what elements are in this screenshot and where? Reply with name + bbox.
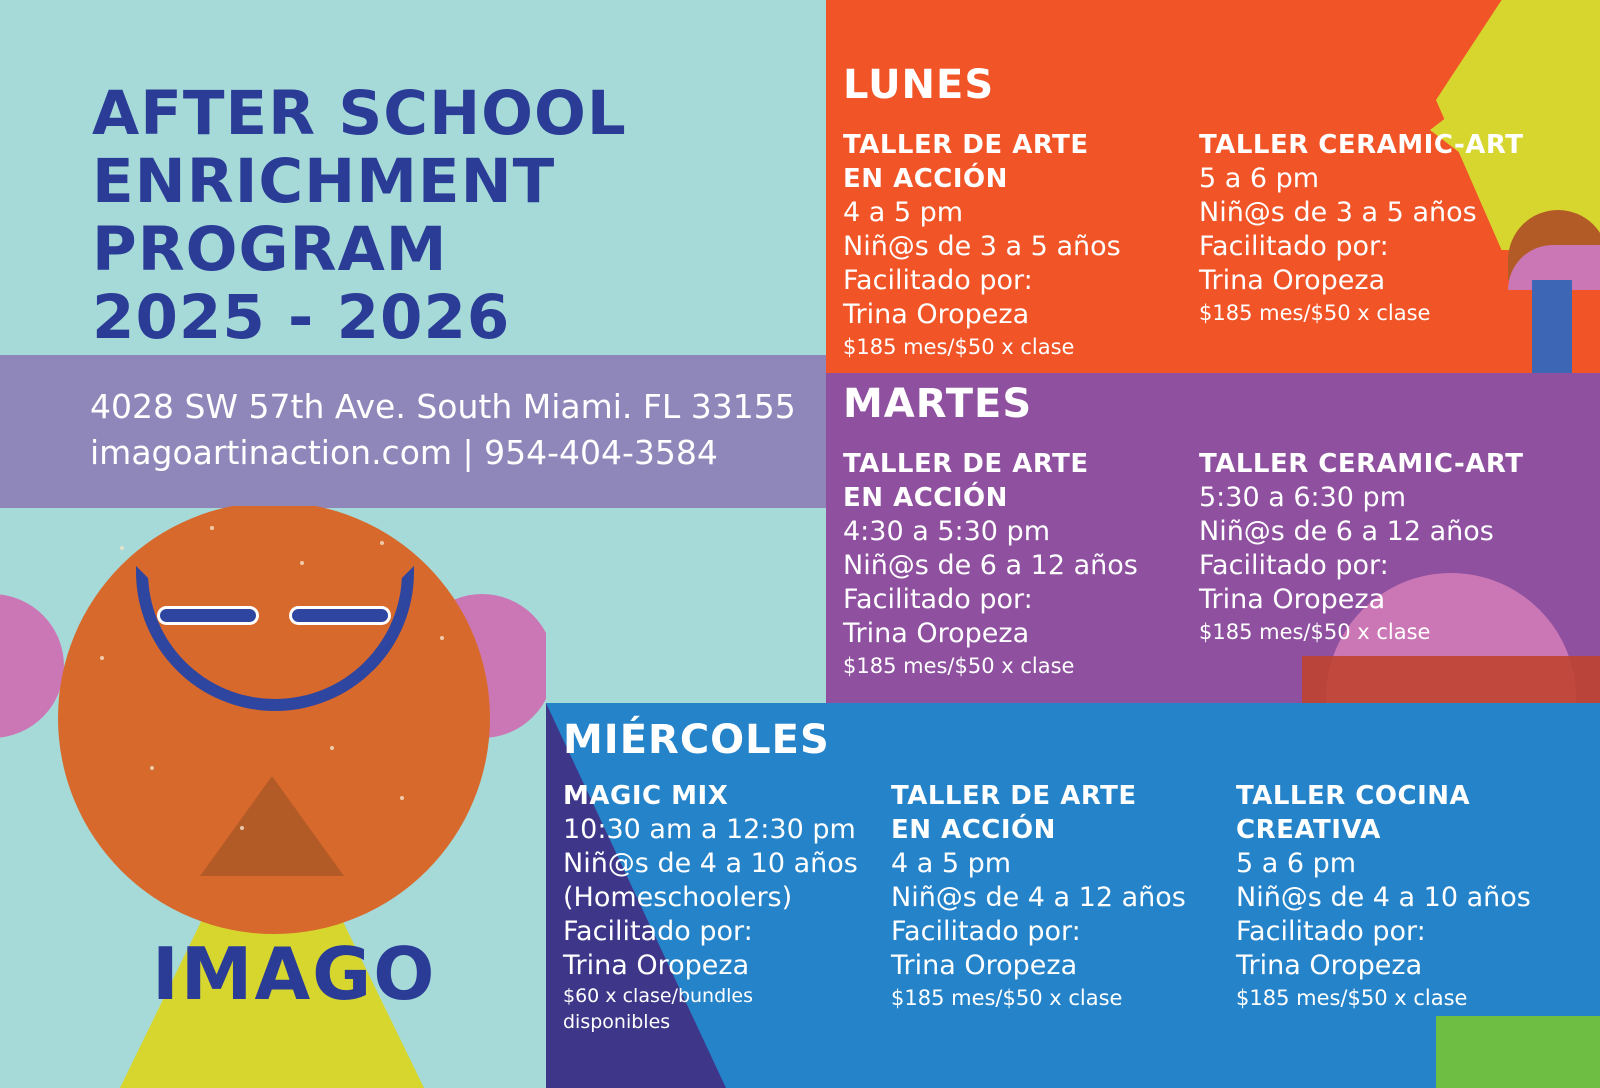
class-time: 4:30 a 5:30 pm [843,516,1050,547]
class-ages: Niñ@s de 6 a 12 años [843,550,1138,581]
facilitator-name: Trina Oropeza [843,299,1030,330]
facilitator-name: Trina Oropeza [563,950,750,981]
day-panel-lunes [826,0,1600,373]
imago-logo: IMAGO [152,932,437,1016]
class-card [563,779,883,1035]
class-price: $185 mes/$50 x clase [1199,620,1431,644]
class-name: MAGIC MIX [563,781,729,811]
class-name: EN ACCIÓN [843,483,1008,513]
texture-speck [440,636,444,640]
texture-speck [380,541,384,545]
facilitated-label: Facilitado por: [1199,550,1389,581]
class-name: TALLER DE ARTE [891,781,1137,811]
class-price: $185 mes/$50 x clase [891,986,1123,1010]
class-price: $185 mes/$50 x clase [1199,301,1431,325]
class-name: EN ACCIÓN [891,815,1056,845]
class-time: 4 a 5 pm [891,848,1012,879]
class-time: 5 a 6 pm [1199,163,1320,194]
red-bar-shape [1302,656,1600,703]
neck-triangle [200,776,344,876]
class-name: TALLER CERAMIC-ART [1199,449,1524,479]
title-line: PROGRAM [92,214,448,285]
class-price: $60 x clase/bundles disponibles [563,985,754,1033]
day-title-martes: MARTES [843,381,1033,427]
texture-speck [120,546,124,550]
facilitated-label: Facilitado por: [1199,231,1389,262]
facilitator-name: Trina Oropeza [891,950,1078,981]
facilitator-name: Trina Oropeza [1199,584,1386,615]
class-name: TALLER COCINA [1236,781,1471,811]
facilitated-label: Facilitado por: [843,265,1033,296]
texture-speck [400,796,404,800]
class-card [1236,779,1566,1013]
facilitated-label: Facilitado por: [563,916,753,947]
address-text: 4028 SW 57th Ave. South Miami. FL 33155 [90,387,796,426]
class-ages: Niñ@s de 4 a 10 años [563,848,858,879]
class-name: TALLER DE ARTE [843,449,1089,479]
class-ages: Niñ@s de 3 a 5 años [843,231,1121,262]
class-time: 10:30 am a 12:30 pm [563,814,856,845]
facilitator-name: Trina Oropeza [1199,265,1386,296]
day-title-lunes: LUNES [843,62,995,108]
class-card [1199,447,1559,647]
title-line: ENRICHMENT [92,146,556,217]
website-phone-text: imagoartinaction.com | 954-404-3584 [90,433,718,472]
left-ear-shape [0,594,64,738]
class-price: $185 mes/$50 x clase [843,335,1075,359]
class-price: $185 mes/$50 x clase [1236,986,1468,1010]
class-name: CREATIVA [1236,815,1381,845]
class-card [843,128,1203,362]
class-name: TALLER CERAMIC-ART [1199,130,1524,160]
facilitated-label: Facilitado por: [843,584,1033,615]
class-card [891,779,1221,1013]
facilitated-label: Facilitado por: [1236,916,1426,947]
class-card [843,447,1203,681]
class-ages: Niñ@s de 3 a 5 años [1199,197,1477,228]
texture-speck [300,561,304,565]
day-panel-miercoles [546,703,1600,1088]
texture-speck [150,766,154,770]
class-time: 5:30 a 6:30 pm [1199,482,1406,513]
day-panel-martes [826,373,1600,703]
class-name: TALLER DE ARTE [843,130,1089,160]
class-price: $185 mes/$50 x clase [843,654,1075,678]
program-title [92,80,627,352]
texture-speck [330,746,334,750]
facilitator-name: Trina Oropeza [843,618,1030,649]
title-line: AFTER SCHOOL [92,78,627,149]
class-name: EN ACCIÓN [843,164,1008,194]
class-card [1199,128,1559,328]
class-ages: Niñ@s de 4 a 10 años [1236,882,1531,913]
texture-speck [240,826,244,830]
facilitator-name: Trina Oropeza [1236,950,1423,981]
day-title-miercoles: MIÉRCOLES [563,717,830,763]
facilitated-label: Facilitado por: [891,916,1081,947]
green-square-shape [1436,1016,1600,1088]
class-note: (Homeschoolers) [563,882,793,913]
texture-speck [210,526,214,530]
class-ages: Niñ@s de 6 a 12 años [1199,516,1494,547]
contact-band [0,355,826,508]
class-ages: Niñ@s de 4 a 12 años [891,882,1186,913]
class-time: 4 a 5 pm [843,197,964,228]
class-time: 5 a 6 pm [1236,848,1357,879]
title-line: 2025 - 2026 [92,282,511,353]
texture-speck [100,656,104,660]
